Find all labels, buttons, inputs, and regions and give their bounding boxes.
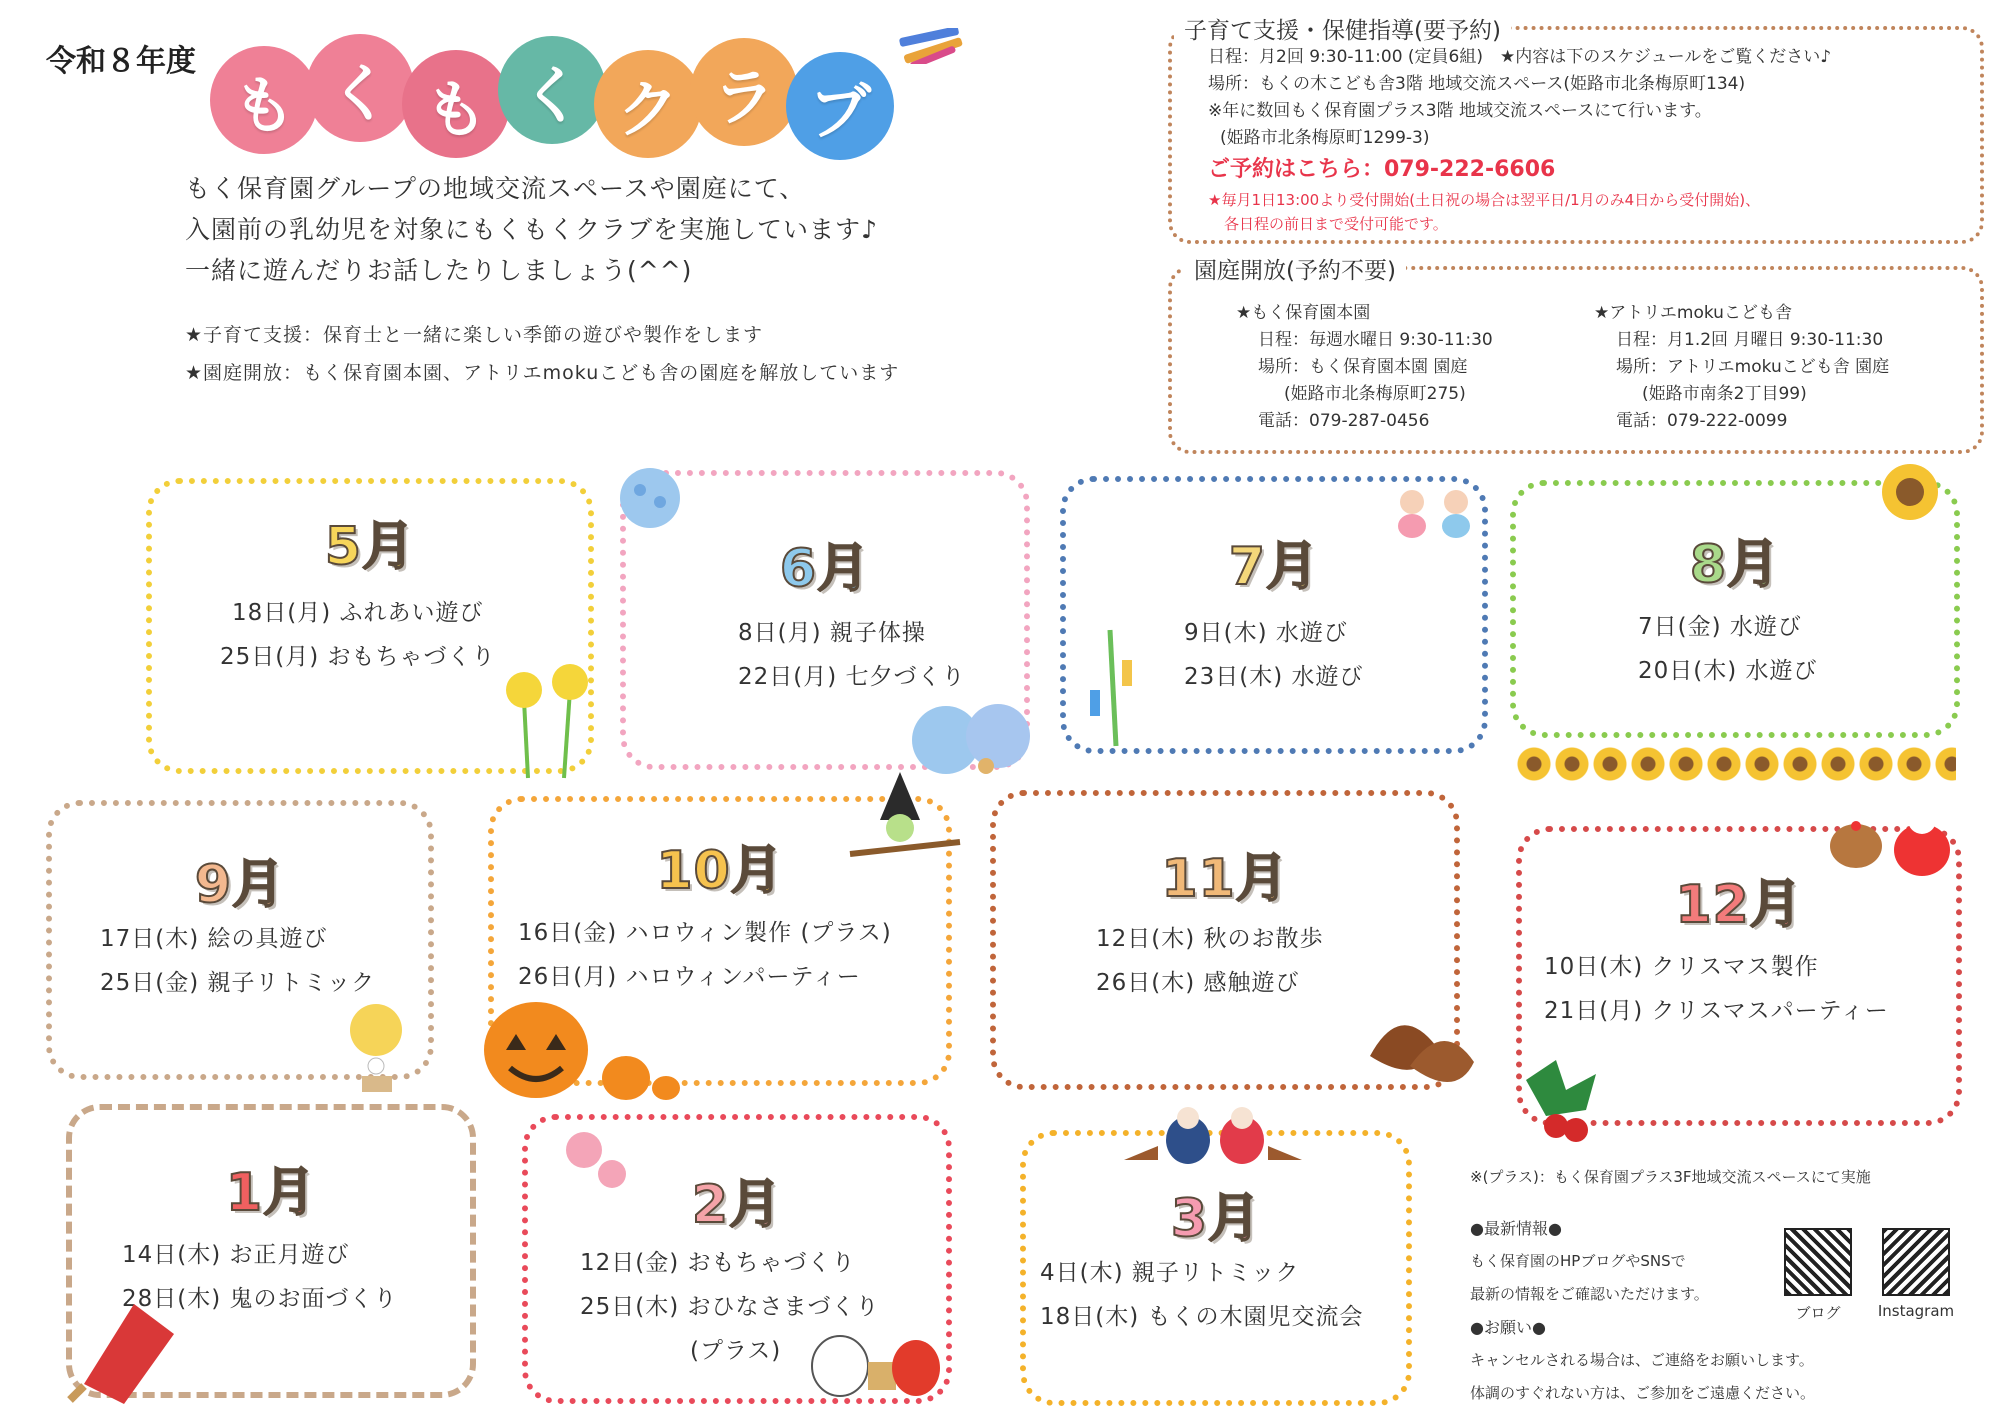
instagram-qr-code[interactable]	[1882, 1228, 1950, 1296]
intro-text	[185, 168, 965, 291]
intro-line: 一緒に遊んだりお話したりしましょう(^^)	[185, 256, 693, 285]
request-line: 体調のすぐれない方は、ご参加をご遠慮ください。	[1470, 1384, 1816, 1402]
orihime-hikoboshi-icon	[1390, 482, 1480, 542]
event-oct-1: 16日(金) ハロウィン製作 (プラス)	[518, 920, 892, 946]
event-sep-1: 17日(木) 絵の具遊び	[100, 926, 328, 952]
witch-icon	[830, 766, 970, 876]
reservation-phone: ご予約はこちら：079-222-6606	[1208, 157, 1556, 182]
garden-main-schedule: 日程：毎週水曜日 9:30-11:30	[1258, 330, 1493, 350]
sunflower-row-decoration	[1516, 744, 1956, 784]
garden-atelier-name: ★アトリエmokuこども舎	[1594, 303, 1792, 323]
tanabata-bamboo-icon	[1070, 620, 1160, 750]
title-char-3: も	[402, 50, 510, 158]
blog-qr-label: ブログ	[1795, 1304, 1841, 1322]
title-char-5: ク	[594, 50, 702, 158]
garden-main	[1236, 300, 1493, 435]
support-note: ※年に数回もく保育園プラス3階 地域交流スペースにて行います。	[1208, 101, 1712, 121]
moon-viewing-icon	[310, 1000, 440, 1100]
news-line: 最新の情報をご確認いただけます。	[1470, 1285, 1709, 1303]
plus-footnote: ※(プラス)：もく保育園プラス3F地域交流スペースにて実施	[1470, 1168, 1871, 1186]
month-label-feb: 2月	[691, 1175, 783, 1235]
month-label-jul: 7月	[1228, 537, 1320, 597]
instagram-qr-label: Instagram	[1877, 1302, 1955, 1320]
event-dec-1: 10日(木) クリスマス製作	[1544, 954, 1819, 980]
month-label-sep: 9月	[194, 855, 286, 915]
request-heading: ●お願い●	[1470, 1318, 1546, 1337]
intro-line: 入園前の乳幼児を対象にもくもくクラブを実施しています♪	[185, 215, 878, 244]
club-title	[210, 40, 910, 160]
support-box-title: 子育て支援・保健指導(要予約)	[1174, 12, 1511, 45]
support-place: 場所：もくの木こども舎3階 地域交流スペース(姫路市北条梅原町134)	[1208, 74, 1746, 94]
garden-main-place: 場所：もく保育園本園 園庭	[1258, 357, 1468, 377]
plum-blossom-icon	[548, 1114, 638, 1204]
support-info-box	[1168, 18, 1984, 244]
garden-atelier-place: 場所：アトリエmokuこども舎 園庭	[1616, 357, 1890, 377]
event-feb-1: 12日(金) おもちゃづくり	[580, 1250, 856, 1276]
month-label-jun: 6月	[779, 539, 871, 599]
hina-dolls-icon	[1118, 1096, 1308, 1166]
garden-main-address: (姫路市北条梅原町275)	[1284, 384, 1466, 404]
event-sep-2: 25日(金) 親子リトミック	[100, 970, 376, 996]
month-label-nov: 11月	[1161, 849, 1289, 909]
event-dec-2: 21日(月) クリスマスパーティー	[1544, 998, 1889, 1024]
hagoita-icon	[64, 1294, 184, 1404]
garden-atelier-phone: 電話：079-222-0099	[1616, 411, 1788, 431]
rapeseed-flower-icon	[494, 660, 604, 780]
event-feb-3: (プラス)	[690, 1338, 782, 1364]
title-char-4: く	[498, 36, 606, 144]
event-jul-1: 9日(木) 水遊び	[1184, 620, 1348, 646]
event-jan-2: 28日(木) 鬼のお面づくり	[122, 1286, 398, 1312]
event-mar-1: 4日(木) 親子リトミック	[1040, 1260, 1300, 1286]
note-line: ★子育て支援：保育士と一緒に楽しい季節の遊びや製作をします	[185, 324, 764, 346]
month-label-oct: 10月	[656, 841, 784, 901]
holly-icon	[1516, 1040, 1616, 1150]
title-char-7: ブ	[786, 52, 894, 160]
event-jan-1: 14日(木) お正月遊び	[122, 1242, 350, 1268]
event-mar-2: 18日(木) もくの木園児交流会	[1040, 1304, 1364, 1330]
fiscal-year-label: 令和８年度	[46, 44, 196, 79]
request-line: キャンセルされる場合は、ご連絡をお願いします。	[1470, 1351, 1814, 1369]
reservation-note: ★毎月1日13:00より受付開始(土日祝の場合は翌平日/1月のみ4日から受付開始)、	[1208, 191, 1761, 209]
title-char-2: く	[306, 34, 414, 142]
event-aug-1: 7日(金) 水遊び	[1638, 614, 1802, 640]
event-feb-2: 25日(木) おひなさまづくり	[580, 1294, 880, 1320]
month-label-jan: 1月	[225, 1163, 317, 1223]
garden-atelier-address: (姫路市南条2丁目99)	[1642, 384, 1807, 404]
support-address: (姫路市北条梅原町1299-3)	[1220, 128, 1430, 148]
garden-main-phone: 電話：079-287-0456	[1258, 411, 1430, 431]
news-line: もく保育園のHPブログやSNSで	[1470, 1252, 1686, 1270]
title-char-1: も	[210, 46, 318, 154]
event-jul-2: 23日(木) 水遊び	[1184, 664, 1364, 690]
event-nov-1: 12日(木) 秋のお散歩	[1096, 926, 1324, 952]
oni-mask-icon	[804, 1322, 944, 1402]
note-line: ★園庭開放：もく保育園本園、アトリエmokuこども舎の園庭を解放しています	[185, 362, 900, 384]
garden-atelier	[1594, 300, 1889, 435]
month-card-mar	[1020, 1130, 1412, 1406]
event-may-2: 25日(月) おもちゃづくり	[220, 644, 496, 670]
title-char-6: ラ	[690, 38, 798, 146]
month-label-aug: 8月	[1689, 535, 1781, 595]
event-may-1: 18日(月) ふれあい遊び	[232, 600, 484, 626]
jack-o-lantern-icon	[480, 990, 700, 1110]
event-nov-2: 26日(木) 感触遊び	[1096, 970, 1300, 996]
reservation-note: 各日程の前日まで受付可能です。	[1224, 215, 1448, 233]
garden-box-title: 園庭開放(予約不要)	[1184, 252, 1406, 285]
intro-notes	[185, 316, 1005, 392]
event-jun-2: 22日(月) 七夕づくり	[738, 664, 966, 690]
month-label-may: 5月	[324, 517, 416, 577]
month-label-mar: 3月	[1170, 1189, 1262, 1249]
hydrangea-icon	[612, 462, 692, 532]
garden-main-name: ★もく保育園本園	[1236, 303, 1371, 323]
garden-info-box	[1168, 258, 1984, 454]
sunflower-icon	[1870, 458, 1950, 528]
event-aug-2: 20日(木) 水遊び	[1638, 658, 1818, 684]
event-jun-1: 8日(月) 親子体操	[738, 620, 926, 646]
event-oct-2: 26日(月) ハロウィンパーティー	[518, 964, 861, 990]
intro-line: もく保育園グループの地域交流スペースや園庭にて、	[185, 174, 806, 203]
news-heading: ●最新情報●	[1470, 1219, 1562, 1238]
crayons-icon	[895, 28, 967, 64]
blog-qr-code[interactable]	[1784, 1228, 1852, 1296]
reindeer-santa-icon	[1818, 790, 1958, 890]
garden-atelier-schedule: 日程：月1.2回 月曜日 9:30-11:30	[1616, 330, 1884, 350]
month-label-dec: 12月	[1675, 875, 1803, 935]
support-schedule: 日程：月2回 9:30-11:00 (定員6組) ★内容は下のスケジュールをご覧ください♪	[1208, 47, 1832, 67]
chestnut-icon	[1360, 996, 1480, 1096]
